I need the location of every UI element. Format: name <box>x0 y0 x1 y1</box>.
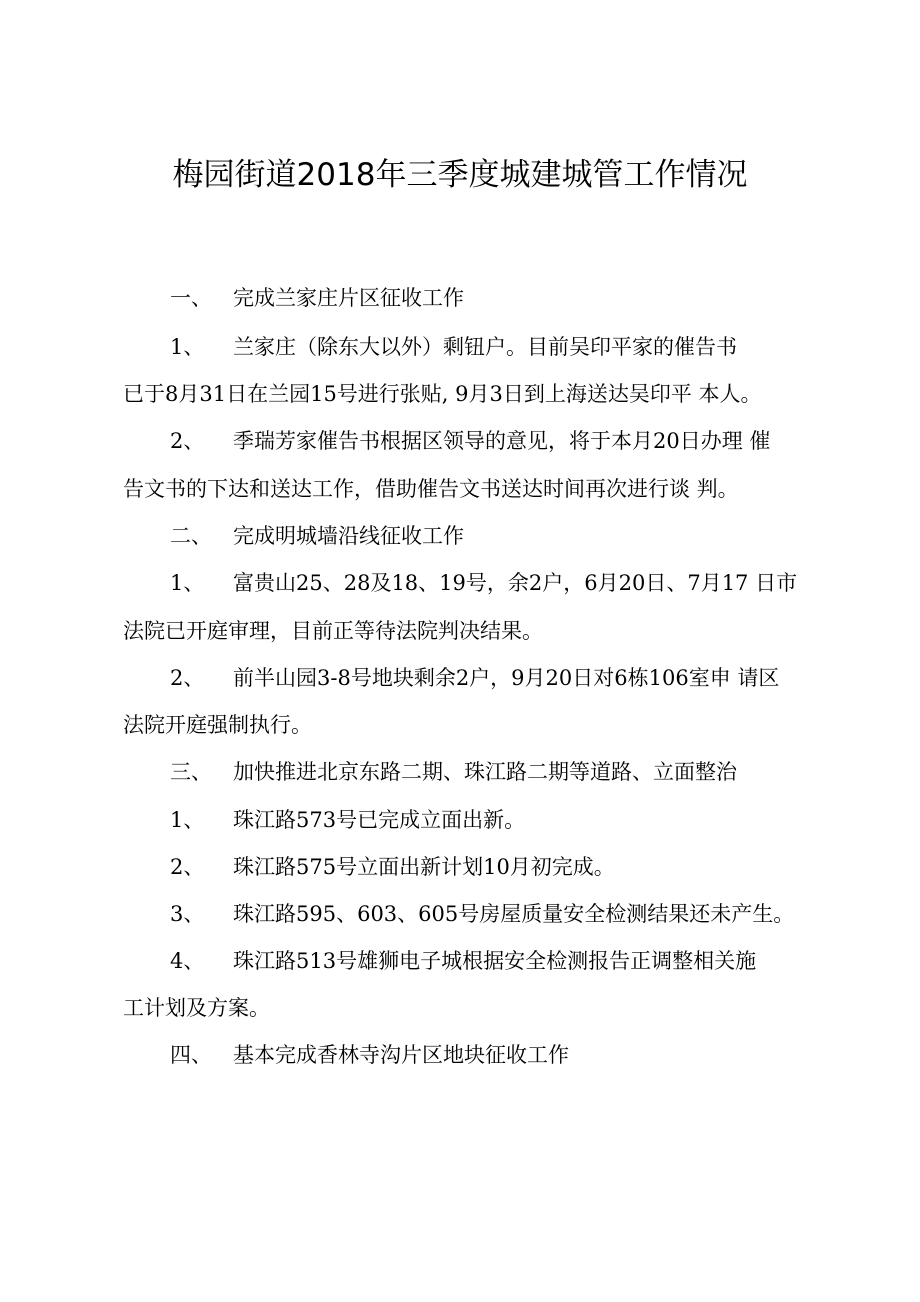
item-continuation <box>123 374 828 414</box>
item-number: 1、 <box>170 335 205 359</box>
item-number: 2、 <box>170 429 205 453</box>
section-title: 加快推进北京东路二期、珠江路二期等道路、立面整治 <box>233 760 737 784</box>
item-number: 2、 <box>170 666 205 690</box>
item-continuation <box>123 469 828 509</box>
item-line <box>123 658 828 698</box>
item-line <box>123 327 828 367</box>
section-heading-1 <box>123 278 828 318</box>
item-line <box>123 847 828 887</box>
section-title: 基本完成香林寺沟片区地块征收工作 <box>233 1043 569 1067</box>
item-number: 1、 <box>170 808 205 832</box>
item-line <box>123 563 828 603</box>
item-continuation <box>123 705 828 745</box>
item-line <box>123 800 828 840</box>
item-text: 法院开庭强制执行。 <box>123 713 312 737</box>
item-text: 已于8月31日在兰园15号进行张贴, 9月3日到上海送达吴印平 本人。 <box>123 382 762 406</box>
item-text: 法院已开庭审理，目前正等待法院判决结果。 <box>123 619 543 643</box>
section-heading-4 <box>123 1035 828 1075</box>
item-text: 兰家庄（除东大以外）剩钮户。目前吴印平家的催告书 <box>233 335 737 359</box>
item-text: 珠江路575号立面出新计划10月初完成。 <box>233 855 615 879</box>
item-number: 2、 <box>170 855 205 879</box>
item-text: 季瑞芳家催告书根据区领导的意见，将于本月20日办理 催 <box>233 429 771 453</box>
item-text: 富贵山25、28及18、19号，余2户，6月20日、7月17 日市 <box>233 571 798 595</box>
item-number: 4、 <box>170 949 205 973</box>
item-line <box>123 894 828 934</box>
item-number: 1、 <box>170 571 205 595</box>
item-continuation <box>123 988 828 1028</box>
item-text: 前半山园3-8号地块剩余2户，9月20日对6栋106室申 请区 <box>233 666 780 690</box>
section-number: 四、 <box>170 1043 212 1067</box>
section-title: 完成兰家庄片区征收工作 <box>233 286 464 310</box>
section-number: 一、 <box>170 286 212 310</box>
item-text: 珠江路595、603、605号房屋质量安全检测结果还未产生。 <box>233 902 795 926</box>
section-number: 二、 <box>170 524 212 548</box>
item-text: 工计划及方案。 <box>123 996 270 1020</box>
document-title: 梅园街道2018年三季度城建城管工作情况 <box>172 157 748 193</box>
section-heading-2 <box>123 516 828 556</box>
item-text: 珠江路573号已完成立面出新。 <box>233 808 526 832</box>
section-heading-3 <box>123 752 828 792</box>
item-text: 珠江路513号雄狮电子城根据安全检测报告正调整相关施 <box>233 949 757 973</box>
item-line <box>123 421 828 461</box>
item-text: 告文书的下达和送达工作，借助催告文书送达时间再次进行谈 判。 <box>123 477 739 501</box>
item-line <box>123 941 828 981</box>
item-continuation <box>123 611 828 651</box>
item-number: 3、 <box>170 902 205 926</box>
section-number: 三、 <box>170 760 212 784</box>
section-title: 完成明城墙沿线征收工作 <box>233 524 464 548</box>
